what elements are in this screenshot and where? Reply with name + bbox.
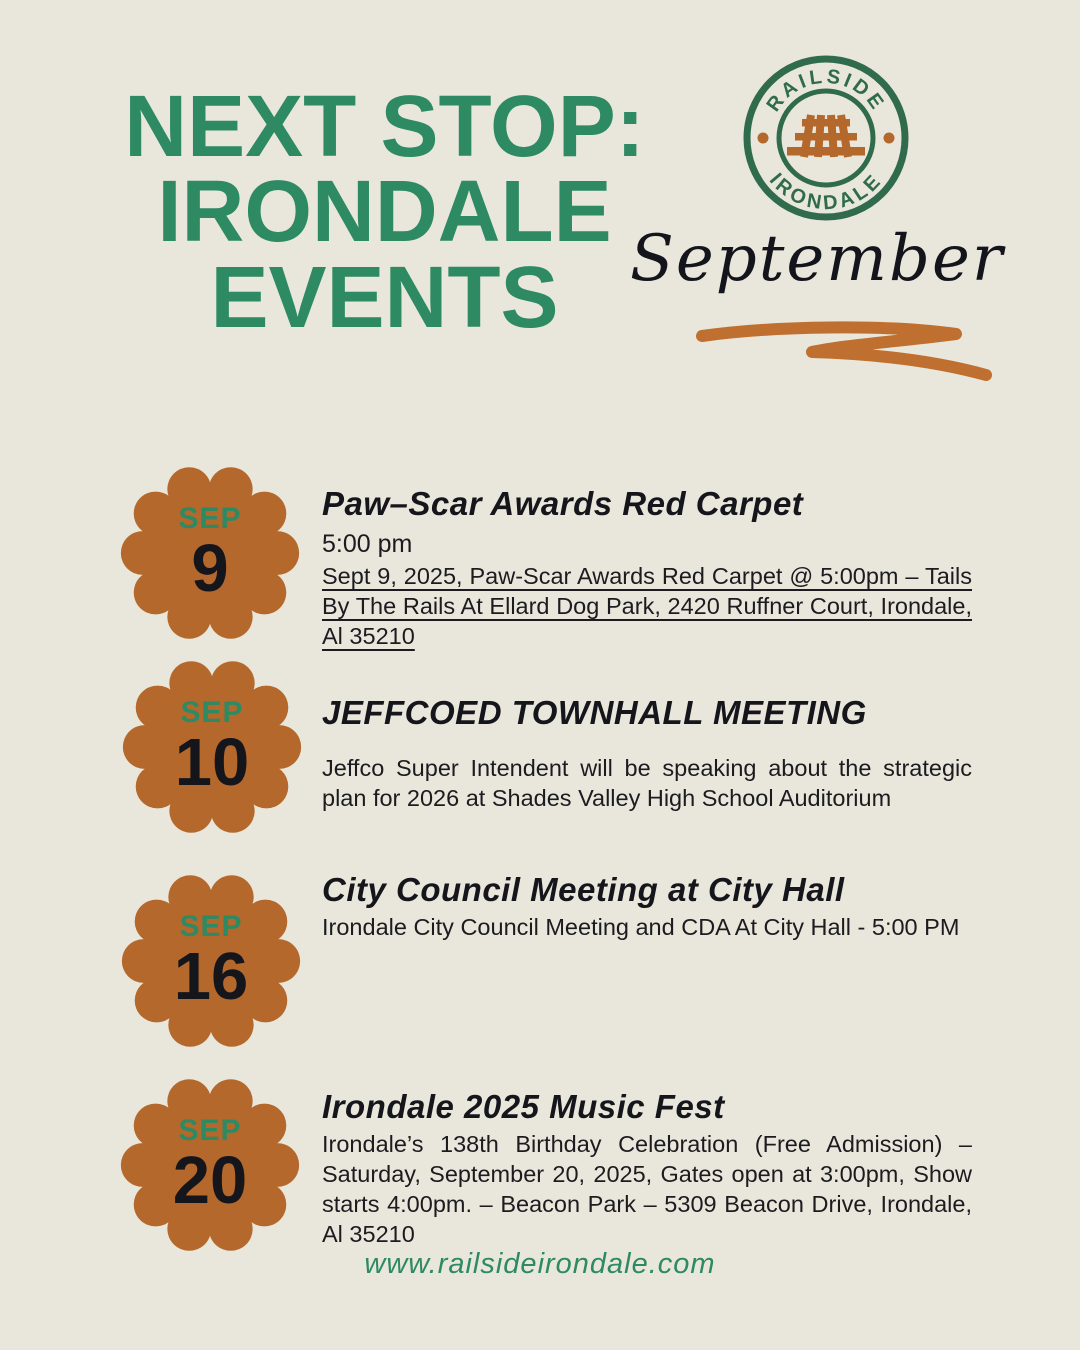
badge-day: 20 [172,1142,248,1218]
date-badge-sep-9 [115,458,305,648]
event-row-townhall [322,692,972,813]
badge-day: 9 [191,530,229,606]
badge-month: SEP [178,1113,242,1147]
event-description: Irondale City Council Meeting and CDA At City Hall - 5:00 PM [322,914,960,941]
event-description: Jeffco Super Intendent will be speaking about the strategic plan for 2026 at Shades Valley High School Auditorium [322,755,972,812]
badge-month: SEP [179,909,243,943]
logo-dot-left [758,133,769,144]
scribble-underline-icon [694,320,994,382]
event-row-city-council [322,869,972,942]
title-line-1: NEXT STOP: [124,78,645,175]
event-row-music-fest [322,1086,972,1249]
website-link[interactable]: www.railsideirondale.com [364,1248,716,1280]
event-description: Sept 9, 2025, Paw-Scar Awards Red Carpet @ 5:00pm – Tails By The Rails At Ellard Dog Park, 2420 Ruffner Court, Irondale, Al 35210 [322,563,972,650]
badge-month: SEP [178,501,242,535]
railroad-tracks-icon [787,115,865,157]
event-description: Irondale’s 138th Birthday Celebration (Free Admission) – Saturday, September 20, 2025, Gates open at 3:00pm, Show starts 4:00pm. – Beacon Park – 5309 Beacon Drive, Irondale, Al 35210 [322,1131,972,1248]
event-title: City Council Meeting at City Hall [322,871,845,908]
logo-dot-right [884,133,895,144]
badge-day: 10 [174,724,250,800]
event-title: Paw–Scar Awards Red Carpet [322,485,804,522]
logo-bottom-text: IRONDALE [764,168,888,215]
railside-logo [740,52,912,224]
date-badge-sep-16 [116,866,306,1056]
event-title: JEFFCOED TOWNHALL MEETING [322,694,867,731]
event-title: Irondale 2025 Music Fest [322,1088,725,1125]
title-line-3: EVENTS [210,248,559,346]
event-row-paw-scar [322,483,972,651]
badge-month: SEP [180,695,244,729]
badge-day: 16 [173,938,249,1014]
logo-top-text: RAILSIDE [762,65,890,116]
title-line-2: IRONDALE [157,163,612,261]
event-time: 5:00 pm [322,530,413,559]
date-badge-sep-10 [117,652,307,842]
page-title [72,78,697,346]
date-badge-sep-20 [115,1070,305,1260]
month-label: September [630,222,1005,296]
footer [0,1248,1080,1281]
